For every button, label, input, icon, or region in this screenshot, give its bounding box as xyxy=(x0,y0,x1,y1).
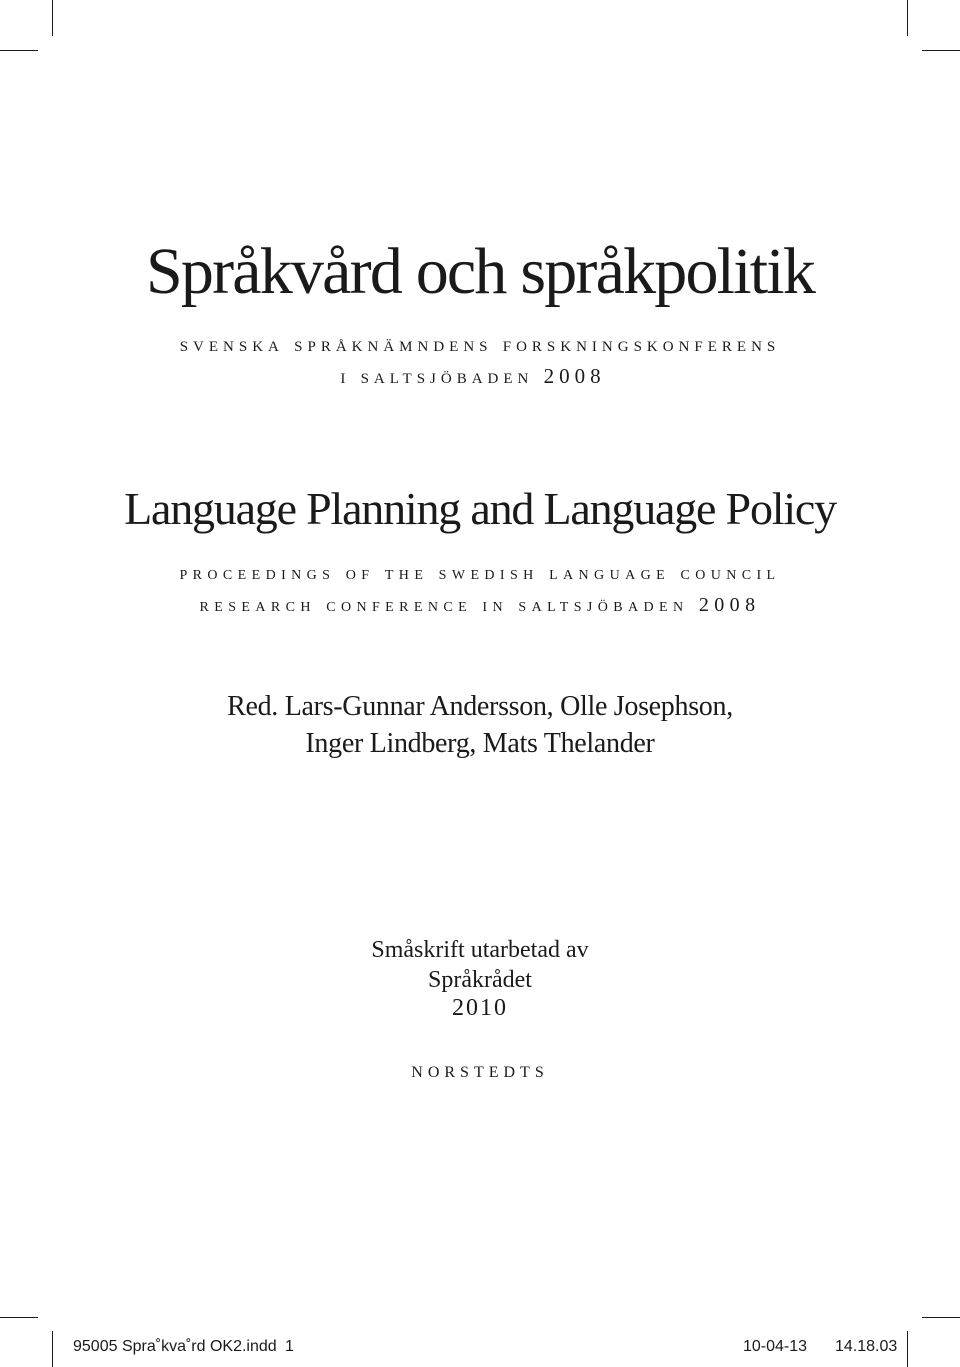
series-line-1: Småskrift utarbetad av xyxy=(371,937,589,963)
publisher-name: norstedts xyxy=(411,1057,549,1082)
crop-mark-top-left xyxy=(52,0,53,36)
slug-filename: 95005 Spra˚kva˚rd OK2.indd xyxy=(73,1338,277,1355)
slug-date: 10-04-13 xyxy=(743,1338,808,1355)
slug-page-number: 1 xyxy=(285,1338,294,1355)
subtitle-english-line-2: research conference in saltsjöbaden 2008 xyxy=(199,594,761,616)
crop-mark-top-right xyxy=(907,0,908,36)
subtitle-swedish-line-2: i saltsjöbaden 2008 xyxy=(340,364,606,388)
crop-mark-left-bottom xyxy=(0,1317,38,1318)
crop-mark-right-top xyxy=(922,50,960,51)
series-line-2: Språkrådet xyxy=(428,967,532,993)
publication-year: 2010 xyxy=(452,995,508,1021)
crop-mark-right-bottom xyxy=(922,1317,960,1318)
editors-line-1: Red. Lars-Gunnar Andersson, Olle Josephson, xyxy=(227,691,733,722)
title-english: Language Planning and Language Policy xyxy=(124,483,836,534)
title-swedish: Språkvård och språkpolitik xyxy=(145,235,815,308)
subtitle-english-line-1: proceedings of the swedish language council xyxy=(179,562,781,584)
crop-mark-bottom-right xyxy=(907,1331,908,1367)
crop-mark-left-top xyxy=(0,50,38,51)
editors-line-2: Inger Lindberg, Mats Thelander xyxy=(305,728,655,759)
subtitle-swedish-line-1: svenska språknämndens forskningskonferens xyxy=(179,332,781,356)
crop-mark-bottom-left xyxy=(52,1331,53,1367)
slug-time: 14.18.03 xyxy=(835,1338,898,1355)
